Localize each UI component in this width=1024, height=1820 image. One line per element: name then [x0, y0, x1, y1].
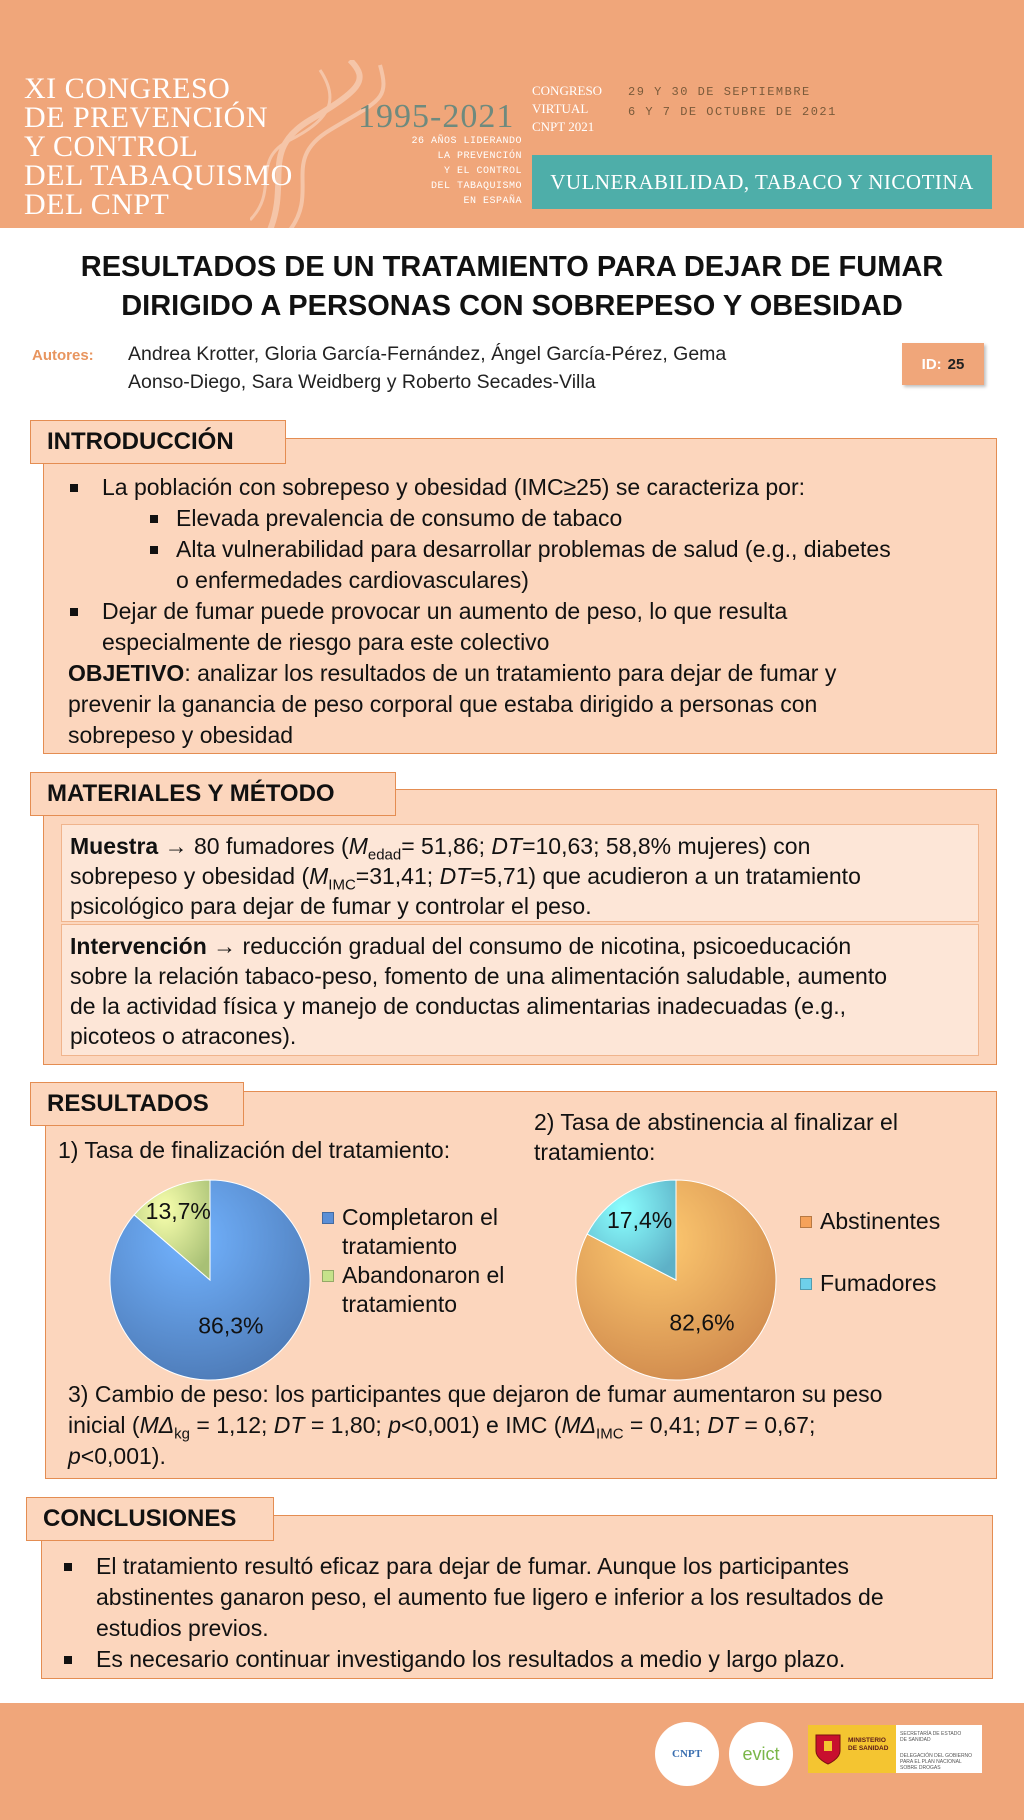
- chart1-title: 1) Tasa de finalización del tratamiento:: [58, 1137, 451, 1163]
- authors-list: Andrea Krotter, Gloria García-Fernández, Ángel García-Pérez, Gema Aonso-Diego, Sara Weidberg y Roberto Secades-Villa: [128, 343, 727, 393]
- theme-banner: VULNERABILIDAD, TABACO Y NICOTINA: [532, 155, 992, 209]
- evict-logo: evict: [729, 1722, 793, 1786]
- legend-swatch: [800, 1216, 812, 1228]
- pie-data-label: 17,4%: [607, 1207, 673, 1234]
- coat-of-arms-icon: [814, 1733, 842, 1765]
- intro-content: [68, 472, 988, 751]
- legend-item-abandoned: Abandonaron el tratamiento: [322, 1261, 504, 1319]
- list-item: Elevada prevalencia de consumo de tabaco: [148, 503, 988, 534]
- list-item: La población con sobrepeso y obesidad (IMC≥25) se caracteriza por:: [68, 472, 988, 503]
- plan-nacional-text: DELEGACIÓN DEL GOBIERNO PARA EL PLAN NACIONAL SOBRE DROGAS: [900, 1753, 973, 1771]
- years-range: 1995-2021: [358, 98, 515, 135]
- list-item: Es necesario continuar investigando los resultados a medio y largo plazo.: [62, 1644, 982, 1675]
- weight-change-text: 3) Cambio de peso: los participantes que dejaron de fumar aumentaron su peso inicial ($M\Delta_{kg} = 1,12$; DT = 1,80; p<0,001) e IMC ($M\Delta_{IMC} = 0,41$; DT = 0,67; p<0,001).: [68, 1381, 883, 1469]
- results-heading: RESULTADOS: [30, 1082, 244, 1126]
- legend-item-smokers: Fumadores: [800, 1269, 940, 1298]
- conclusions-heading: CONCLUSIONES: [26, 1497, 274, 1541]
- pie-data-label: 13,7%: [145, 1197, 211, 1224]
- ministry-name: MINISTERIO DE SANIDAD: [848, 1737, 889, 1752]
- intro-heading: INTRODUCCIÓN: [30, 420, 286, 464]
- pie-data-label: 86,3%: [198, 1312, 264, 1339]
- abstinence-pie-chart: [566, 1170, 786, 1390]
- list-item: Alta vulnerabilidad para desarrollar problemas de salud (e.g., diabetes o enfermedades cardiovasculares): [148, 534, 988, 596]
- conclusions-content: [62, 1551, 982, 1675]
- congress-title: XI CONGRESO DE PREVENCIÓN Y CONTROL DEL TABAQUISMO DEL CNPT: [24, 72, 293, 221]
- legend-swatch: [800, 1278, 812, 1290]
- legend-item-abstinent: Abstinentes: [800, 1207, 940, 1236]
- chart2-title: 2) Tasa de abstinencia al finalizar el tratamiento:: [534, 1109, 898, 1165]
- completion-pie-chart: [100, 1170, 320, 1390]
- years-subtitle: 26 AÑOS LIDERANDO LA PREVENCIÓN Y EL CONTROL DEL TABAQUISMO EN ESPAÑA: [411, 136, 522, 207]
- methods-heading: MATERIALES Y MÉTODO: [30, 772, 396, 816]
- completion-legend: [322, 1203, 504, 1319]
- poster-title: RESULTADOS DE UN TRATAMIENTO PARA DEJAR DE FUMAR DIRIGIDO A PERSONAS CON SOBREPESO Y OBESIDAD: [80, 251, 944, 322]
- poster-id-badge: ID: 25: [902, 343, 984, 385]
- pie-data-label: 82,6%: [669, 1309, 735, 1336]
- list-item: El tratamiento resultó eficaz para dejar de fumar. Aunque los participantes abstinentes ganaron peso, el aumento fue ligero e inferior a los resultados de estudios previos.: [62, 1551, 982, 1644]
- header-banner: [0, 0, 1024, 228]
- list-item: Dejar de fumar puede provocar un aumento de peso, lo que resulta especialmente de riesgo para este colectivo: [68, 596, 988, 658]
- cnpt-logo: CNPT: [655, 1722, 719, 1786]
- abstinence-legend: [800, 1207, 940, 1298]
- legend-swatch: [322, 1212, 334, 1224]
- ministry-logo: [808, 1725, 982, 1773]
- muestra-box: Muestra → 80 fumadores ($M_{edad}= 51,86$; DT=10,63; 58,8% mujeres) con sobrepeso y obesidad ($M_{IMC}=31,41$; DT=5,71) que acudieron a un tratamiento psicológico para dejar de fumar y controlar el peso.: [61, 824, 979, 922]
- legend-item-completed: Completaron el tratamiento: [322, 1203, 504, 1261]
- authors-label: Autores:: [32, 347, 94, 364]
- virtual-congress-label: CONGRESO VIRTUAL CNPT 2021: [532, 83, 603, 134]
- intervencion-box: Intervención → reducción gradual del consumo de nicotina, psicoeducación sobre la relación tabaco-peso, fomento de una alimentación saludable, aumento de la actividad física y manejo de conductas alimentarias inadecuadas (e.g., picoteos o atracones).: [61, 924, 979, 1056]
- secretaria-text: SECRETARÍA DE ESTADO DE SANIDAD: [900, 1731, 962, 1743]
- legend-swatch: [322, 1270, 334, 1282]
- objective-paragraph: OBJETIVO: analizar los resultados de un tratamiento para dejar de fumar y prevenir la ganancia de peso corporal que estaba dirigido a personas con sobrepeso y obesidad: [68, 660, 837, 748]
- congress-dates: 29 Y 30 DE SEPTIEMBRE 6 Y 7 DE OCTUBRE DE 2021: [628, 85, 837, 119]
